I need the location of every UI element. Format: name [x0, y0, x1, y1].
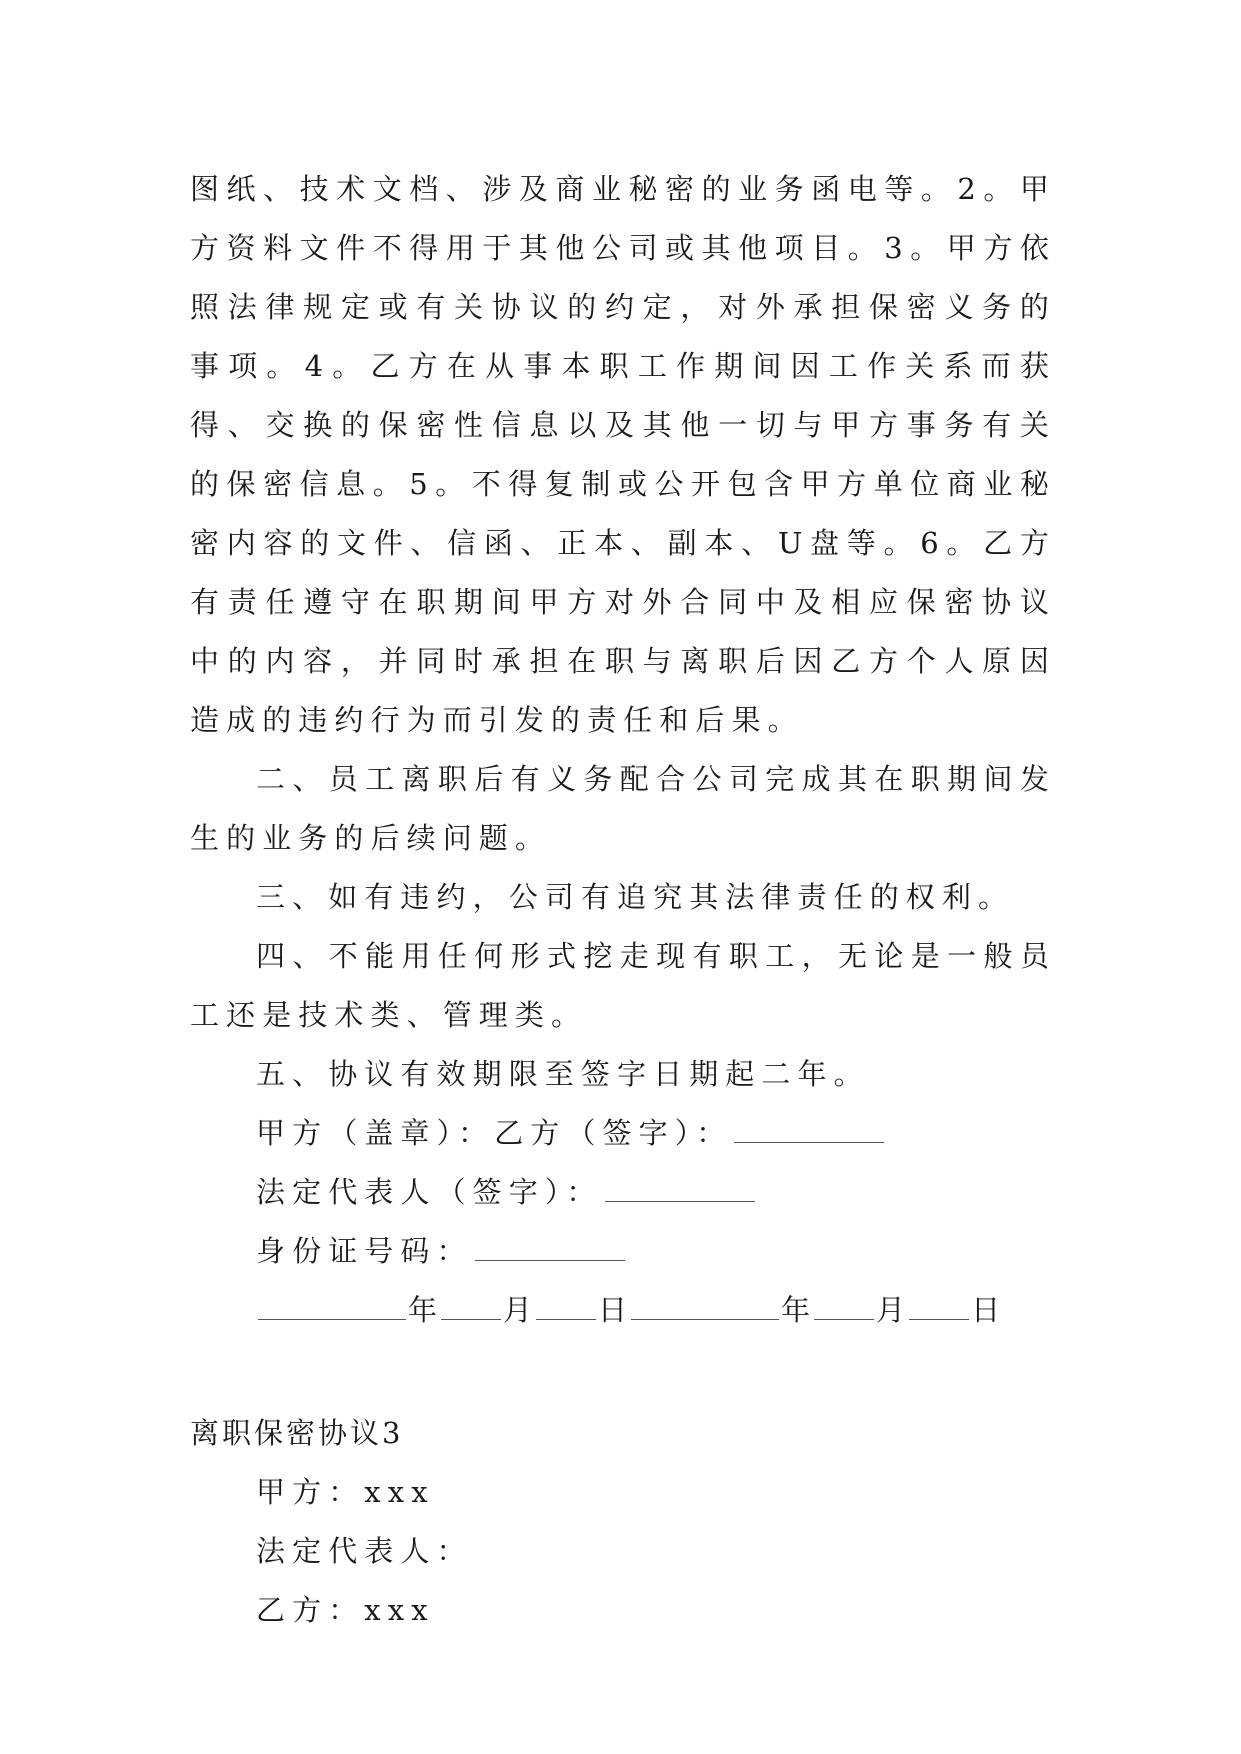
year-blank-b	[631, 1283, 779, 1320]
section-gap	[190, 1340, 1056, 1404]
party-a-line: 甲方：xxx	[256, 1475, 435, 1509]
id-number-blank	[475, 1224, 625, 1261]
clause-5: 五、协议有效期限至签字日期起二年。	[256, 1057, 870, 1091]
legal-rep-blank	[605, 1165, 755, 1202]
signature-blank	[734, 1106, 884, 1143]
id-number-line	[190, 1222, 1056, 1281]
year-label-a: 年	[408, 1293, 440, 1327]
month-blank-a	[441, 1283, 501, 1320]
month-label-b: 月	[876, 1293, 908, 1327]
paragraph-confidential-items: 图纸、技术文档、涉及商业秘密的业务函电等。2。甲方资料文件不得用于其他公司或其他项目。3。甲方依照法律规定或有关协议的约定，对外承担保密义务的事项。4。乙方在从事本职工作期间因工作关系而获得、交换的保密性信息以及其他一切与甲方事务有关的保密信息。5。不得复制或公开包含甲方单位商业秘密内容的文件、信函、正本、副本、U盘等。6。乙方有责任遵守在职期间甲方对外合同中及相应保密协议中的内容，并同时承担在职与离职后因乙方个人原因造成的违约行为而引发的责任和后果。	[190, 172, 1056, 737]
id-number-label: 身份证号码：	[256, 1234, 473, 1268]
clause-2: 二、员工离职后有义务配合公司完成其在职期间发生的业务的后续问题。	[190, 762, 1056, 855]
year-blank-a	[258, 1283, 406, 1320]
signature-parties-label: 甲方（盖章）：乙方（签字）：	[256, 1116, 733, 1150]
signature-line-parties	[190, 1104, 1056, 1163]
clause-4: 四、不能用任何形式挖走现有职工，无论是一般员工还是技术类、管理类。	[190, 939, 1056, 1032]
document-body	[190, 160, 1056, 1640]
date-line	[190, 1281, 1056, 1340]
signature-line-legal-rep	[190, 1163, 1056, 1222]
month-label-a: 月	[503, 1293, 535, 1327]
clause-3: 三、如有违约，公司有追究其法律责任的权利。	[256, 880, 1015, 914]
month-blank-b	[814, 1283, 874, 1320]
section-title: 离职保密协议3	[190, 1416, 404, 1450]
legal-rep-signature-label: 法定代表人（签字）：	[256, 1175, 603, 1209]
party-b-line: 乙方：xxx	[256, 1593, 435, 1627]
legal-representative-line: 法定代表人：	[256, 1534, 473, 1568]
year-label-b: 年	[781, 1293, 813, 1327]
day-label-b: 日	[971, 1293, 1003, 1327]
day-label-a: 日	[598, 1293, 630, 1327]
day-blank-a	[536, 1283, 596, 1320]
day-blank-b	[909, 1283, 969, 1320]
